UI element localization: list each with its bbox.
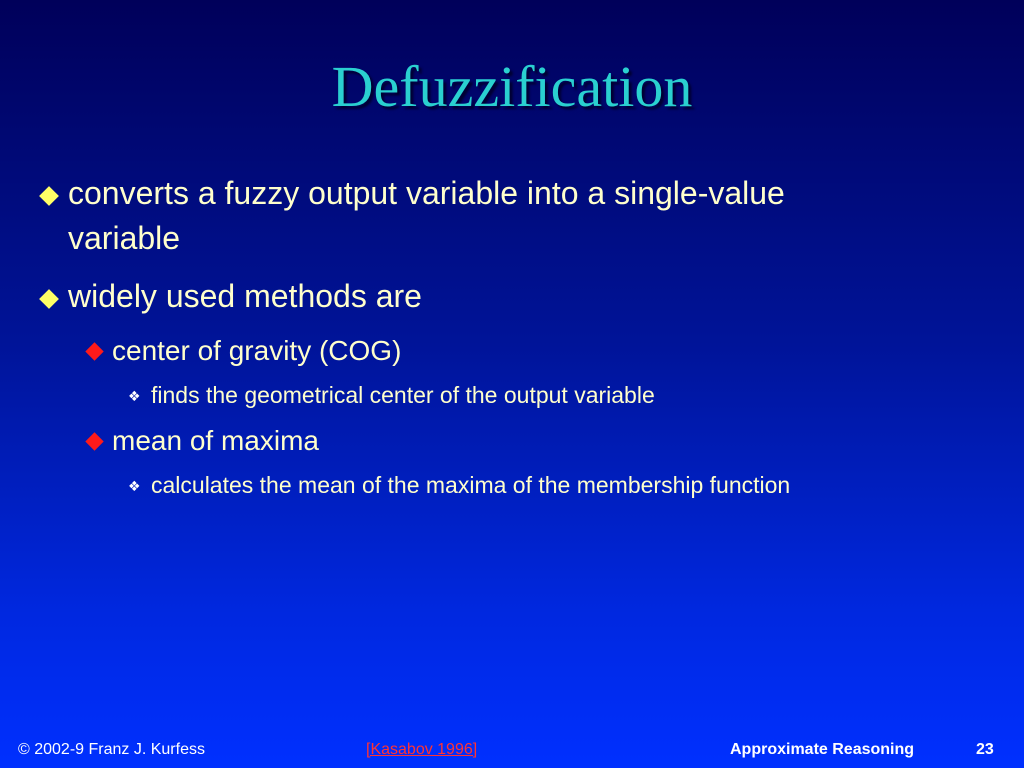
bullet-line: converts a fuzzy output variable into a single-value (68, 175, 785, 211)
footer-reference-link[interactable]: [Kasabov 1996] (366, 741, 478, 758)
slide-title: Defuzzification (331, 54, 693, 119)
bullet-level2-mom: mean of maxima (112, 425, 319, 456)
four-diamond-icon: ❖ (128, 479, 141, 495)
yellow-diamond-icon (39, 289, 59, 309)
footer-copyright: © 2002-9 Franz J. Kurfess (18, 741, 205, 758)
bullet-level3-mom-desc: calculates the mean of the maxima of the membership function (151, 472, 791, 498)
bullet-line: variable (68, 220, 181, 256)
red-diamond-icon (85, 432, 103, 450)
red-diamond-icon (85, 342, 103, 360)
yellow-diamond-icon (39, 186, 59, 206)
bullet-level1-methods: widely used methods are (68, 278, 422, 314)
footer-course-title: Approximate Reasoning (730, 741, 915, 758)
bullet-level3-cog-desc: finds the geometrical center of the output variable (151, 382, 655, 408)
bullet-level2-cog: center of gravity (COG) (112, 335, 402, 366)
footer-page-number: 23 (976, 741, 994, 758)
bullet-level1-converts (68, 171, 785, 261)
four-diamond-icon: ❖ (128, 389, 141, 405)
